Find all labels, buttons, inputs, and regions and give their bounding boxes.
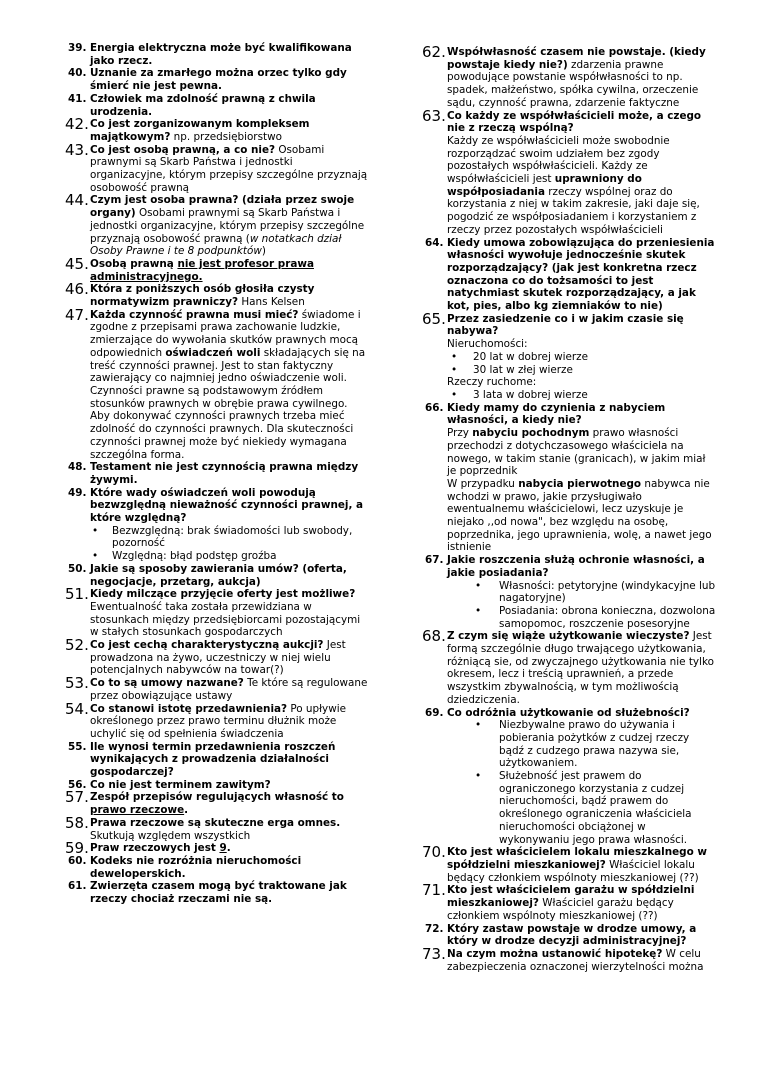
- answer-text: W celu zabezpieczenia oznaczonej wierzytelności można: [447, 947, 704, 973]
- question-text: Praw rzeczowych jest: [90, 842, 220, 855]
- answer-label: Rzeczy ruchome:: [447, 376, 537, 389]
- answer-text: Po upływie określonego przez prawo terminu dłużnik może uchylić się od spełnienia świadczenia: [90, 702, 346, 740]
- list-item-44: [65, 191, 368, 258]
- answer-text: Hans Kelsen: [238, 296, 305, 309]
- list-item-55: [68, 741, 368, 779]
- list-item-63: [422, 106, 717, 237]
- question-text: Testament nie jest czynnością prawna między żywymi.: [90, 461, 359, 486]
- question-text: Energia elektryczna może być kwalifikowana jako rzecz.: [90, 42, 352, 67]
- item-number: 73.: [422, 944, 446, 963]
- item-number: 44.: [65, 191, 89, 210]
- item-number: 53.: [65, 674, 89, 693]
- question-text: Kiedy mamy do czynienia z nabyciem własności, a kiedy nie?: [447, 401, 666, 427]
- list-item-48: [68, 461, 368, 486]
- item-number: 39.: [68, 42, 87, 54]
- question-text-end: .: [226, 842, 231, 855]
- list-item-70: [422, 843, 717, 884]
- question-text: Co jest zorganizowanym kompleksem majątkowym?: [90, 118, 310, 143]
- question-text: Zespół przepisów regulujących własność to: [90, 791, 344, 804]
- answer-text: Właściciel garażu będący członkiem wspólnoty mieszkaniowej (??): [447, 897, 674, 922]
- list-item-52: [65, 636, 368, 677]
- list-item-72: [425, 923, 717, 948]
- item-number: 46.: [65, 280, 89, 299]
- list-item-66: [425, 402, 717, 554]
- list-item-73: [422, 944, 717, 973]
- bullet-item: • Niezbywalne prawo do używania i pobierania pożytków z cudzej rzeczy bądź z cudzego prawa nazywa sie, użytkowaniem.: [425, 719, 717, 770]
- answer-text-end: składających się na treść czynności prawnej. Jest to stan faktyczny zawierający co najmniej jedno oświadczenie woli. Czynności prawne są podstawowym źródłem stosunków prawnych w obrębie prawa cywilnego. Aby dokonywać czynności prawnych trzeba mieć zdolność do czynności prawnych. Dla skuteczności czynności prawnej może być niekiedy wymagana szczególna forma.: [90, 346, 366, 461]
- list-item-53: [65, 674, 368, 702]
- question-text: Kiedy umowa zobowiązująca do przeniesienia własności wywołuje jednocześnie skutek rozporządzający? (jak jest konkretna rzecz oznaczona co do tożsamości to jest natychmiast skutek rozporządzający, a jak kot, pies, albo kg ziemniaków to nie): [447, 236, 715, 313]
- list-item-61: [68, 880, 368, 905]
- item-number: 65.: [422, 309, 446, 328]
- answer-text: Osobami prawnymi są Skarb Państwa i jednostki organizacyjne, którym przepisy szczególne przyznają osobowość prawną (: [90, 207, 365, 245]
- list-item-43: [65, 140, 368, 195]
- item-number: 67.: [425, 554, 444, 567]
- answer-bold-text: oświadczeń woli: [165, 346, 261, 359]
- list-item-40: [68, 67, 368, 92]
- list-item-62: [422, 43, 717, 110]
- answer-text: Te które są regulowane przez obowiązujące ustawy: [90, 677, 368, 702]
- bullet-item: • 3 lata w dobrej wierze: [425, 389, 717, 402]
- answer-text-end: rzeczy wspólnej oraz do korzystania z niej w takim zakresie, jaki daje się, pogodzić ze współposiadaniem i korzystaniem z rzeczy przez pozostałych współwłaścicieli: [447, 185, 700, 236]
- item-number: 40.: [68, 67, 87, 80]
- answer-text-end: prawo własności przechodzi z dotychczasowego właściciela na nowego, w takim stanie (granicach), w jakim miał je poprzednik: [447, 427, 706, 478]
- list-item-47: [65, 305, 368, 461]
- question-underlined-text: nie jest profesor prawa administracyjnego.: [90, 257, 314, 283]
- list-item-41: [68, 93, 368, 118]
- item-number: 68.: [422, 627, 446, 646]
- answer-text: świadome i zgodne z przepisami prawa zachowanie ludzkie, zmierzające do wywołania skutków prawnych mocą odpowiednich: [90, 308, 361, 359]
- list-item-45: [65, 254, 368, 283]
- list-item-49: [68, 487, 368, 525]
- question-text: Prawa rzeczowe są skuteczne erga omnes.: [90, 816, 341, 829]
- item-number: 45.: [65, 254, 89, 273]
- question-text: Co jest cechą charakterystyczną aukcji?: [90, 639, 324, 652]
- item-number: 54.: [65, 699, 89, 718]
- question-text: Co jest osobą prawną, a co nie?: [90, 143, 276, 156]
- list-item-67: [425, 554, 717, 579]
- bullet-item: • Własności: petytoryjne (windykacyjne lub nagatoryjne): [425, 580, 717, 605]
- question-text: Zwierzęta czasem mogą być traktowane jak rzeczy chociaż rzeczami nie są.: [90, 880, 347, 906]
- list-item-54: [65, 699, 368, 741]
- answer-bold-text: nabycia pierwotnego: [518, 477, 642, 490]
- answer-text: np. przedsiębiorstwo: [170, 130, 282, 143]
- question-text: Kiedy milczące przyjęcie oferty jest możliwe?: [90, 588, 356, 601]
- question-text: Z czym się wiąże użytkowanie wieczyste?: [447, 630, 690, 643]
- question-underlined-text: prawo rzeczowe: [90, 804, 185, 817]
- item-number: 56.: [68, 778, 87, 791]
- question-text: Uznanie za zmarłego można orzec tylko gdy śmierć nie jest pewna.: [90, 67, 347, 93]
- question-text: Co nie jest terminem zawitym?: [90, 778, 271, 791]
- question-text: Co odróżnia użytkowanie od służebności?: [447, 706, 690, 719]
- right-column: [422, 43, 717, 973]
- question-text: Ile wynosi termin przedawnienia roszczeń wynikających z prowadzenia działalności gospodarczej?: [90, 740, 336, 779]
- answer-text: Ewentualność taka została przewidziana w stosunkach między przedsiębiorcami pozostającymi w stałych stosunkach gospodarczych: [90, 600, 361, 639]
- item-number: 70.: [422, 843, 446, 862]
- bullet-item: • 30 lat w złej wierze: [425, 364, 717, 377]
- item-number: 72.: [425, 922, 444, 935]
- question-text: Które wady oświadczeń woli powodują bezwzględną nieważność czynności prawnej, a które względną?: [90, 486, 364, 525]
- list-item-46: [65, 280, 368, 309]
- list-item-39: [68, 42, 368, 67]
- question-text: Jakie są sposoby zawierania umów? (oferta, negocjacje, przetarg, aukcja): [90, 562, 347, 588]
- question-text-end: .: [184, 804, 189, 817]
- answer-text-end: nabywca nie wchodzi w prawo, jakie przysługiwało ewentualnemu właścicielowi, lecz uzyskuje je niejako ,,od nowa", bez względu na osobę, poprzednika, jego uprawnienia, wolę, a nawet jego istnienie: [447, 477, 712, 554]
- item-number: 66.: [425, 401, 444, 414]
- list-item-60: [68, 855, 368, 880]
- question-text: Co to są umowy nazwane?: [90, 677, 244, 690]
- question-text: Co każdy ze współwłaścicieli może, a czego nie z rzeczą wspólną?: [447, 109, 702, 135]
- question-text: Kodeks nie rozróżnia nieruchomości deweloperskich.: [90, 855, 302, 880]
- item-number: 41.: [68, 92, 87, 105]
- answer-label-row: [425, 376, 717, 389]
- question-text: Jakie roszczenia służą ochronie własności, a jakie posiadania?: [447, 554, 705, 579]
- left-column: [65, 42, 368, 906]
- question-text: Każda czynność prawna musi mieć?: [90, 308, 299, 321]
- item-number: 71.: [422, 881, 446, 900]
- bullet-item: • Posiadania: obrona konieczna, dozwolona samopomoc, roszczenie posesoryjne: [425, 605, 717, 630]
- question-text: Przez zasiedzenie co i w jakim czasie się nabywa?: [447, 312, 684, 338]
- list-item-68: [422, 627, 717, 706]
- bullet-item: • Służebność jest prawem do ograniczonego korzystania z cudzej nieruchomości, bądź prawem do określonego ograniczenia właściciela nieruchomości obciążonej w wykonywaniu jego prawa własności.: [425, 770, 717, 846]
- item-number: 43.: [65, 140, 89, 159]
- item-number: 61.: [68, 880, 87, 893]
- question-text: Osobą prawną: [90, 257, 178, 270]
- question-text: Czym jest osoba prawna? (działa przez swoje organy): [90, 194, 355, 220]
- answer-italic-text: w notatkach dział Osoby Prawne i te 8 podpunktów: [90, 232, 342, 258]
- question-text: Współwłasność czasem nie powstaje. (kiedy powstaje kiedy nie?): [447, 46, 706, 71]
- list-item-69: [425, 707, 717, 720]
- answer-text: Właściciel lokalu będący członkiem wspólnoty mieszkaniowej (??): [447, 859, 699, 884]
- list-item-59: [65, 839, 368, 858]
- item-number: 51.: [65, 585, 89, 604]
- answer-bold-text: uprawniony do współposiadania: [447, 173, 642, 198]
- item-number: 60.: [68, 855, 87, 867]
- question-text: Co stanowi istotę przedawnienia?: [90, 702, 288, 715]
- answer-text: Osobami prawnymi są Skarb Państwa i jednostki organizacyjne, którym przepisy szczególne przyznają osobowość prawną: [90, 143, 368, 194]
- list-item-50: [68, 563, 368, 588]
- question-text: Kto jest właścicielem garażu w spółdzielni mieszkaniowej?: [447, 884, 695, 910]
- answer-bold-text: nabyciu pochodnym: [472, 427, 590, 440]
- item-number: 69.: [425, 706, 444, 719]
- list-item-56: [68, 779, 368, 792]
- question-underlined-text: 9: [219, 842, 227, 855]
- question-text: Człowiek ma zdolność prawną z chwila urodzenia.: [90, 92, 316, 118]
- answer-text: Skutkują względem wszystkich: [90, 829, 251, 842]
- item-number: 62.: [422, 43, 446, 61]
- answer-text-end: ): [261, 245, 266, 258]
- list-item-65: [422, 309, 717, 351]
- item-number: 48.: [68, 461, 87, 474]
- item-number: 63.: [422, 106, 446, 125]
- answer-text: Jest formą szczególnie długo trwającego użytkowania, różniącą sie, od zwyczajnego użytkowania nie tylko okresem, lecz i treścią uprawnień, a przede wszystkim zbywalnością, w tym możliwością dziedziczenia.: [447, 630, 714, 706]
- item-number: 42.: [65, 115, 89, 134]
- item-number: 59.: [65, 839, 89, 858]
- bullet-item: • Bezwzględną: brak świadomości lub swobody, pozorność: [68, 525, 368, 550]
- question-text: Który zastaw powstaje w drodze umowy, a który w drodze decyzji administracyjnej?: [447, 922, 697, 948]
- question-text: Która z poniższych osób głosiła czysty normatywizm prawniczy?: [90, 283, 315, 309]
- question-text: Na czym można ustanowić hipotekę?: [447, 947, 663, 960]
- answer-text: Każdy ze współwłaścicieli może swobodnie rozporządzać swoim udziałem bez zgody pozostałych współwłaścicieli. Każdy ze współwłaścicieli jest: [447, 134, 670, 186]
- list-item-57: [65, 788, 368, 817]
- answer-text: Przy: [447, 427, 473, 440]
- answer-text: W przypadku: [447, 477, 519, 490]
- bullet-item: • 20 lat w dobrej wierze: [425, 351, 717, 364]
- item-number: 55.: [68, 740, 87, 753]
- list-item-58: [65, 813, 368, 842]
- list-item-42: [65, 115, 368, 143]
- item-number: 64.: [425, 236, 444, 249]
- answer-text: Jest prowadzona na żywo, uczestniczy w niej wielu potencjalnych nabywców na towar(?): [90, 639, 346, 677]
- item-number: 58.: [65, 813, 89, 832]
- item-number: 52.: [65, 636, 89, 655]
- bullet-item: • Względną: błąd podstęp groźba: [68, 550, 368, 563]
- item-number: 47.: [65, 305, 89, 324]
- item-number: 50.: [68, 562, 87, 575]
- answer-text: zdarzenia prawne powodujące powstanie współwłasności to np. spadek, małżeństwo, spółka cywilna, orzeczenie sądu, czynność prawna, zdarzenie faktyczne: [447, 58, 699, 109]
- item-number: 49.: [68, 486, 87, 499]
- list-item-71: [422, 881, 717, 922]
- answer-label: Nieruchomości:: [447, 338, 528, 351]
- question-text: Kto jest właścicielem lokalu mieszkalnego w spółdzielni mieszkaniowej?: [447, 846, 707, 871]
- list-item-64: [425, 237, 717, 313]
- list-item-51: [65, 585, 368, 639]
- item-number: 57.: [65, 788, 89, 807]
